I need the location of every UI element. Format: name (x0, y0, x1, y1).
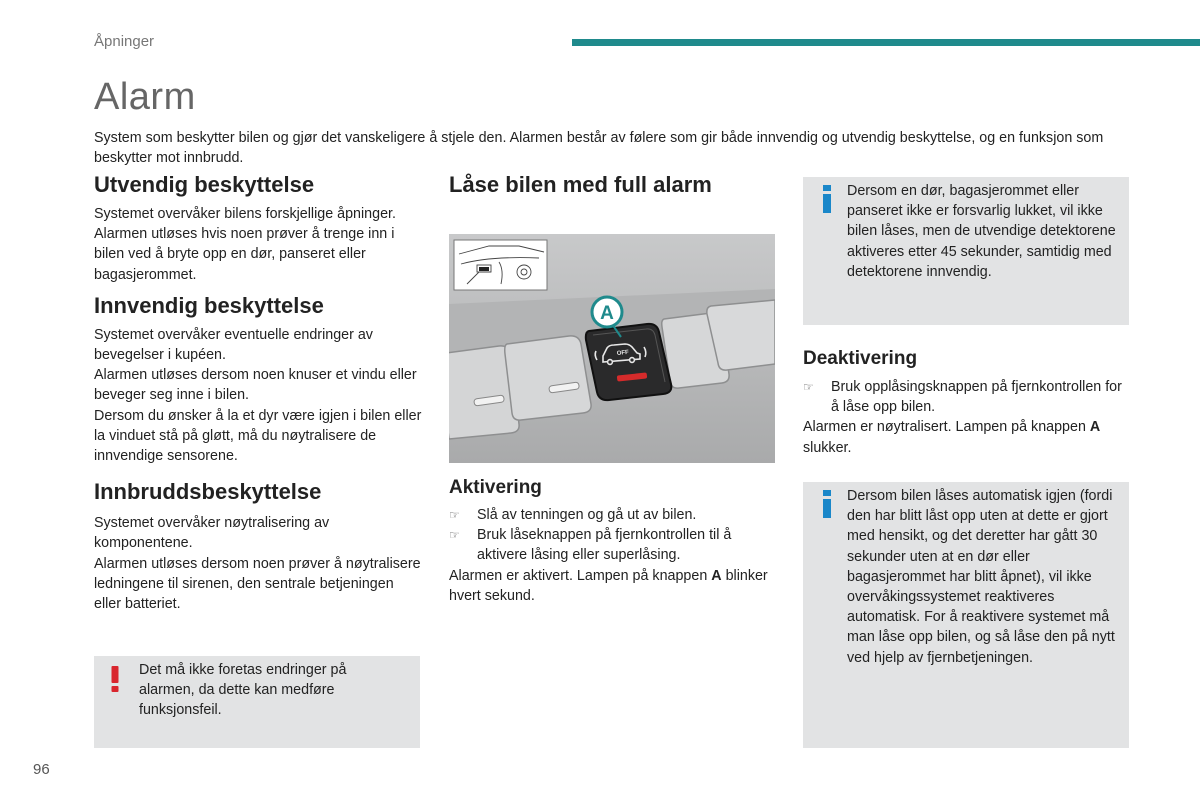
deactivation-section (803, 377, 1129, 458)
pointing-hand-icon: ☞ (449, 508, 460, 522)
column-left (94, 172, 424, 614)
exterior-protection-text-2: Alarmen utløses hvis noen prøver å trenge inn i bilen ved å bryte opp en dør, panseret eller bagasjerommet. (94, 226, 395, 283)
interior-protection-text-2: Alarmen utløses dersom noen knuser et vindu eller beveger seg inne i bilen. (94, 367, 417, 404)
deactivation-step-1: ☞ Bruk opplåsingsknappen på fjernkontrollen for å låse opp bilen. (803, 379, 1122, 416)
dashboard-illustration (449, 234, 775, 463)
interior-protection-text-3: Dersom du ønsker å la et dyr være igjen i bilen eller la vinduet stå på gløtt, må du nøytralisere de innvendige sensorene. (94, 407, 422, 465)
pointing-hand-icon: ☞ (803, 380, 814, 394)
activation-step-1: ☞ Slå av tenningen og gå ut av bilen. (449, 505, 769, 525)
deactivation-note: Alarmen er nøytralisert. Lampen på knappen A slukker. (803, 419, 1101, 456)
info-icon (817, 184, 839, 214)
page-title: Alarm (94, 76, 196, 118)
info-box-1-text: Dersom en dør, bagasjerommet eller panseret ikke er forsvarlig lukket, vil ikke bilen låses, men de utvendige detektorene aktiveres etter 45 sekunder, samtidig med detektorene innvendig. (847, 183, 1116, 280)
alarm-button-off-label: OFF (616, 349, 630, 357)
activation-step-2: ☞ Bruk låseknappen på fjernkontrollen til å aktivere låsing eller superlåsing. (449, 527, 732, 564)
intro-paragraph: System som beskytter bilen og gjør det vanskeligere å stjele den. Alarmen består av følere som gir både innvendig og utvendig beskyttelse, og en funksjon som beskytter mot innbrudd. (94, 130, 1104, 166)
activation-heading: Aktivering (449, 477, 542, 498)
page-number: 96 (33, 761, 50, 778)
info-box-1 (803, 177, 1129, 325)
header-accent-bar (572, 39, 1200, 46)
activation-note: Alarmen er aktivert. Lampen på knappen A blinker hvert sekund. (449, 567, 768, 604)
interior-protection-text-1: Systemet overvåker eventuelle endringer av bevegelser i kupéen. (94, 326, 373, 364)
warning-text: Det må ikke foretas endringer på alarmen, da dette kan medføre funksjonsfeil. (139, 662, 347, 719)
info-box-2 (803, 482, 1129, 748)
tamper-protection-text-1: Systemet overvåker nøytralisering av komponentene. (94, 515, 330, 552)
callout-a-label: A (600, 303, 614, 324)
alarm-button-figure (449, 234, 775, 463)
info-icon (817, 489, 839, 519)
info-box-2-text: Dersom bilen låses automatisk igjen (fordi den har blitt låst opp uten at dette er gjort med hensikt, og det deretter har gått 30 sekunder uten at en dør eller bagasjerommet har blitt åpnet), vil ikke overvåkingssystemet reaktiveres automatisk. For å reaktivere systemet må man låse opp bilen, og så låse den på nytt ved hjelp av fjernbetjeningen. (847, 488, 1115, 666)
full-alarm-heading: Låse bilen med full alarm (449, 172, 712, 197)
pointing-hand-icon: ☞ (449, 528, 460, 543)
exclamation-icon (108, 664, 122, 694)
section-label: Åpninger (94, 33, 155, 50)
activation-section (449, 505, 769, 606)
deactivation-heading: Deaktivering (803, 348, 918, 369)
warning-box (94, 656, 420, 748)
exterior-protection-text-1: Systemet overvåker bilens forskjellige åpninger. (94, 206, 396, 222)
interior-protection-heading: Innvendig beskyttelse (94, 292, 324, 318)
exterior-protection-heading: Utvendig beskyttelse (94, 172, 315, 197)
tamper-protection-text-2: Alarmen utløses dersom noen prøver å nøytralisere ledningene til sirenen, den sentrale betjeningen eller batteriet. (94, 555, 421, 613)
tamper-protection-heading: Innbruddsbeskyttelse (94, 479, 322, 505)
